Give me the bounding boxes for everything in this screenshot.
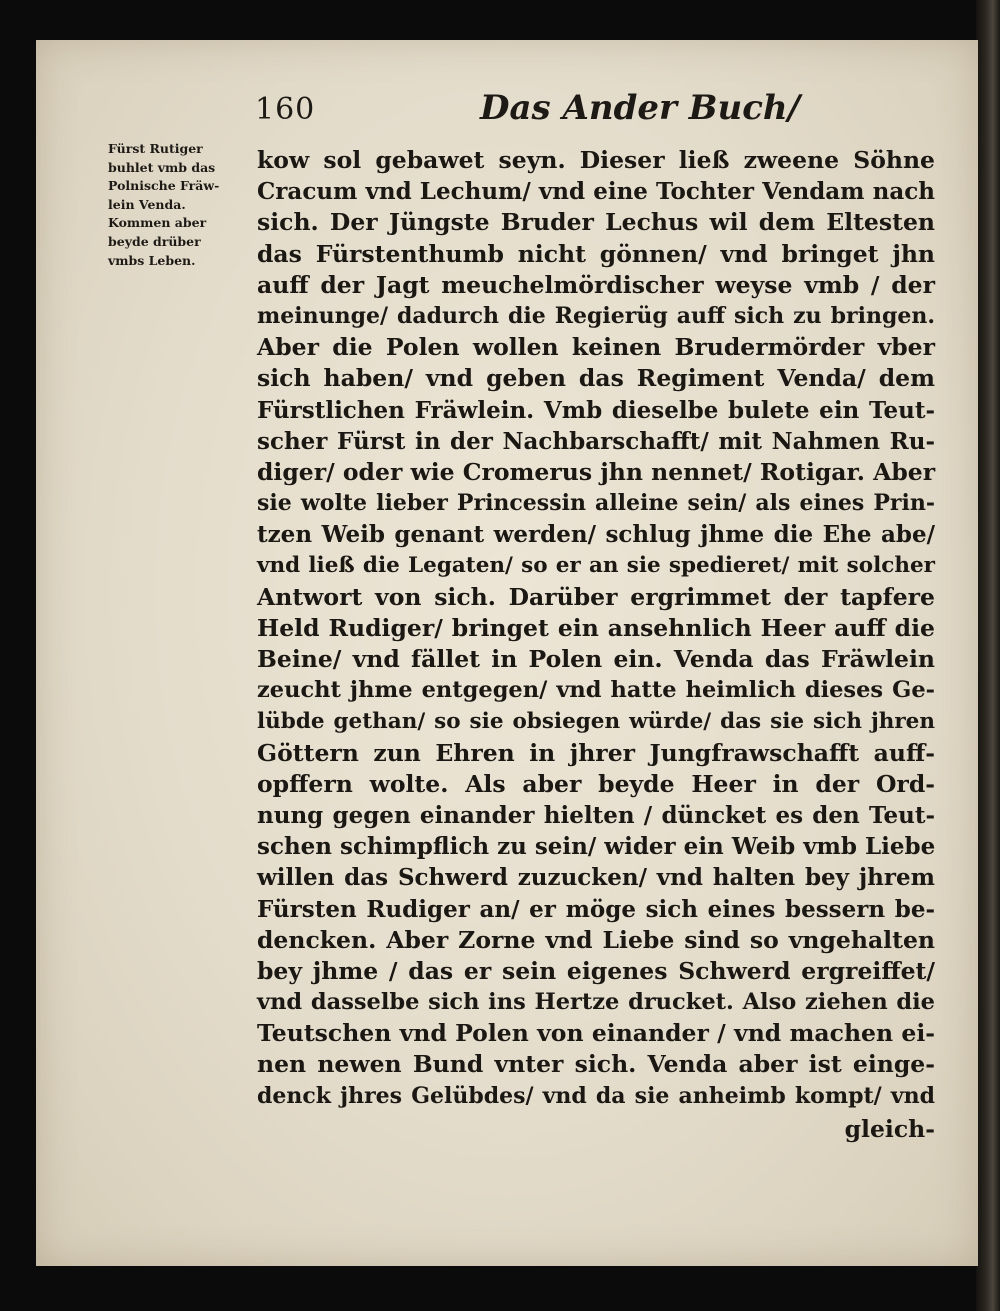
marginal-note-line: Fürst Rutiger — [108, 141, 203, 156]
body-text — [257, 145, 935, 1112]
text-line: Held Rudiger/ bringet ein ansehnlich Heer auff die — [257, 613, 935, 642]
marginal-note-line: Polnische Fräw- — [108, 178, 220, 194]
text-line: sich. Der Jüngste Bruder Lechus wil dem Eltesten — [257, 208, 935, 237]
text-line: Cracum vnd Lechum/ vnd eine Tochter Vendam nach — [257, 178, 935, 206]
page-header — [255, 88, 935, 134]
text-line: zeucht jhme entgegen/ vnd hatte heimlich dieses Ge- — [257, 677, 935, 704]
text-line: nen newen Bund vnter sich. Venda aber ist einge- — [257, 1050, 935, 1079]
text-line: vnd dasselbe sich ins Hertze drucket. Also ziehen die — [257, 989, 935, 1016]
text-line: Fürstlichen Fräwlein. Vmb dieselbe bulete ein Teut- — [257, 396, 935, 424]
text-line: scher Fürst in der Nachbarschafft/ mit Nahmen Ru- — [257, 427, 935, 455]
text-line: diger/ oder wie Cromerus jhn nennet/ Rotigar. Aber — [257, 457, 936, 486]
text-line: dencken. Aber Zorne vnd Liebe sind so vngehalten — [257, 925, 935, 954]
text-line: meinunge/ dadurch die Regierüg auff sich zu bringen. — [257, 302, 935, 329]
text-line: nung gegen einander hielten / düncket es den Teut- — [257, 801, 935, 829]
text-line: willen das Schwerd zuzucken/ vnd halten bey jhrem — [257, 864, 935, 892]
text-line: sie wolte lieber Princessin alleine sein/ als eines Prin- — [257, 490, 935, 517]
marginal-note-line: beyde drüber — [108, 233, 201, 249]
text-line: tzen Weib genant werden/ schlug jhme die Ehe abe/ — [257, 521, 935, 549]
text-line: vnd ließ die Legaten/ so er an sie spedieret/ mit solcher — [257, 553, 935, 579]
marginal-note-line: Kommen aber — [108, 215, 207, 231]
text-line: lübde gethan/ so sie obsiegen würde/ das sie sich jhren — [257, 709, 935, 735]
marginal-note-line: vmbs Leben. — [108, 252, 196, 268]
text-line: schen schimpflich zu sein/ wider ein Weib vmb Liebe — [257, 833, 936, 861]
text-line: Antwort von sich. Darüber ergrimmet der tapfere — [257, 582, 935, 611]
marginal-note-line: buhlet vmb das — [108, 159, 216, 175]
text-line: bey jhme / das er sein eigenes Schwerd ergreiffet/ — [257, 956, 935, 985]
text-line: Teutschen vnd Polen von einander / vnd machen ei- — [257, 1019, 935, 1048]
catchword: gleich- — [844, 1115, 935, 1143]
page-number: 160 — [255, 92, 316, 127]
marginal-note — [108, 140, 243, 270]
book-binding-edge — [976, 0, 1000, 1311]
text-line: Göttern zun Ehren in jhrer Jungfrawschafft auff- — [257, 738, 935, 767]
text-line: denck jhres Gelübdes/ vnd da sie anheimb kompt/ vnd — [257, 1082, 935, 1109]
text-line: opffern wolte. Als aber beyde Heer in der Ord- — [257, 769, 935, 798]
text-line: Beine/ vnd fället in Polen ein. Venda das Fräwlein — [257, 645, 935, 673]
running-title: Das Ander Buch/ — [480, 88, 801, 128]
text-line: Aber die Polen wollen keinen Brudermörder vber — [257, 333, 935, 362]
text-line: kow sol gebawet seyn. Dieser ließ zweene Söhne — [257, 146, 935, 174]
text-line: sich haben/ vnd geben das Regiment Venda/ dem — [257, 364, 935, 393]
marginal-note-line: lein Venda. — [108, 196, 186, 212]
text-line: Fürsten Rudiger an/ er möge sich eines bessern be- — [257, 895, 935, 923]
text-line: das Fürstenthumb nicht gönnen/ vnd bringet jhn — [257, 239, 935, 268]
text-line: auff der Jagt meuchelmördischer weyse vmb / der — [257, 270, 935, 299]
